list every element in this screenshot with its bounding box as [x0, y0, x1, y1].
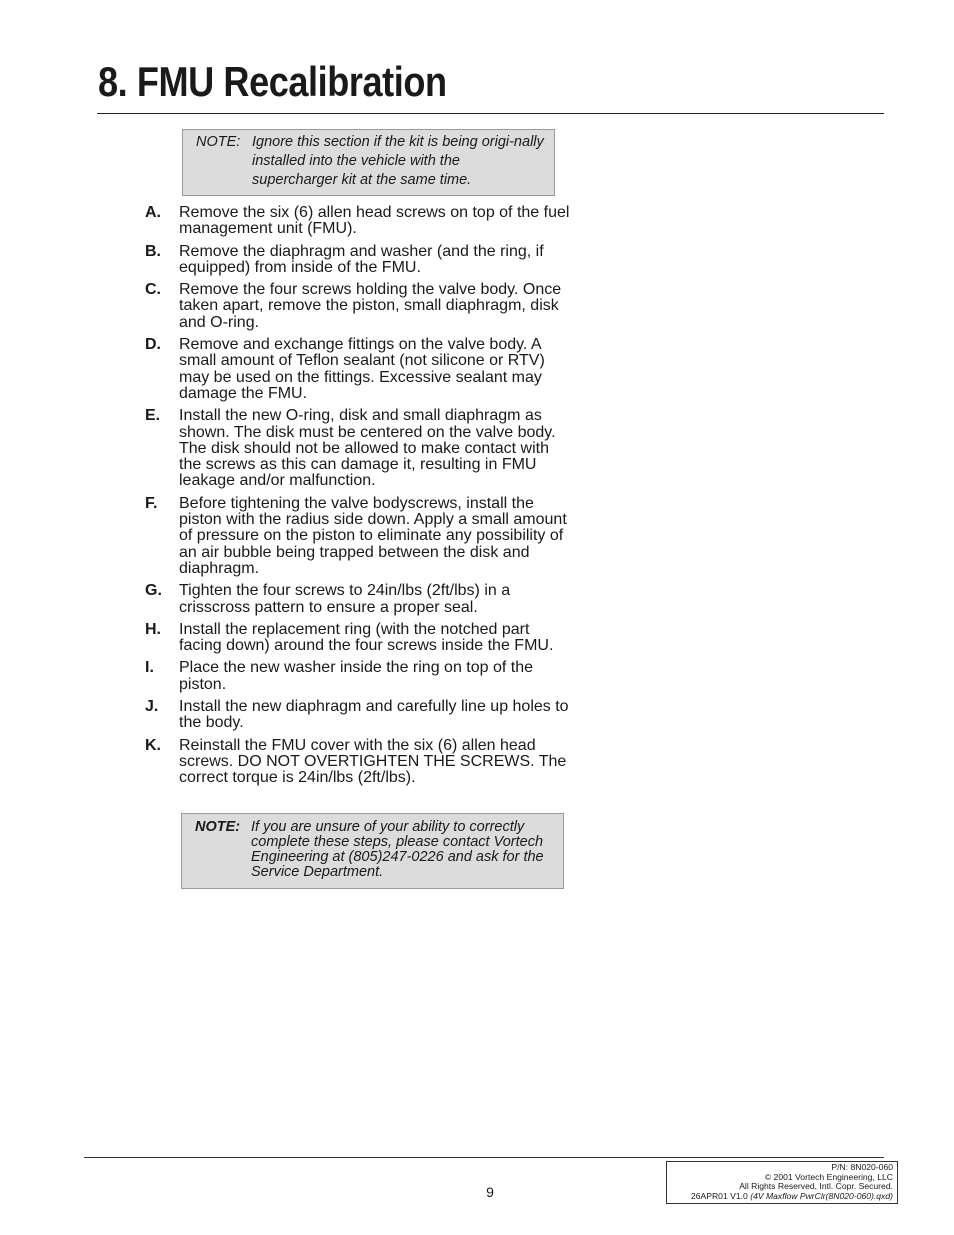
step-text: Remove and exchange fittings on the valve body. A small amount of Teflon sealant (not silicone or RTV) may be used on the fittings. Excessive sealant may damage the FMU. — [179, 336, 545, 402]
rights-notice: All Rights Reserved, Intl. Copr. Secured. — [739, 1181, 893, 1192]
step-text: Reinstall the FMU cover with the six (6) allen head screws. DO NOT OVERTIGHTEN THE SCREWS. The correct torque is 24in/lbs (2ft/lbs). — [179, 736, 567, 787]
file-name: (4V Maxflow PwrClr(8N020-060).qxd) — [750, 1190, 893, 1201]
step-letter: G. — [145, 582, 162, 600]
step-text: Tighten the four screws to 24in/lbs (2ft/lbs) in a crisscross pattern to ensure a proper seal. — [179, 582, 511, 616]
step-text: Remove the diaphragm and washer (and the ring, if equipped) from inside of the FMU. — [179, 242, 544, 276]
note-box-bottom — [181, 813, 564, 889]
step-item — [145, 205, 575, 238]
step-letter: B. — [145, 242, 161, 260]
step-text: Remove the four screws holding the valve body. Once taken apart, remove the piston, small diaphragm, disk and O-ring. — [179, 281, 562, 331]
step-text: Before tightening the valve bodyscrews, install the piston with the radius side down. Apply a small amount of pressure on the piston to eliminate any possibility of an air bubble being trapped between the disk and diaphragm. — [179, 494, 567, 577]
step-letter: E. — [145, 407, 161, 425]
step-letter: I. — [145, 659, 154, 677]
note-text: Ignore this section if the kit is being origi-nally installed into the vehicle with the supercharger kit at the same time. — [252, 134, 544, 188]
step-text: Remove the six (6) allen head screws on top of the fuel management unit (FMU). — [179, 204, 570, 238]
step-item — [145, 738, 575, 787]
page-title: 8. FMU Recalibration — [98, 58, 447, 105]
step-item — [145, 660, 575, 693]
step-item — [145, 408, 575, 489]
step-letter: D. — [145, 336, 161, 354]
step-item — [145, 337, 575, 402]
footer-info-box — [666, 1161, 898, 1204]
version-line — [669, 1192, 893, 1202]
steps-list — [145, 205, 575, 793]
step-item — [145, 244, 575, 277]
note-text: If you are unsure of your ability to correctly complete these steps, please contact Vortech Engineering at (805)247-0226 and ask for the Service Department. — [251, 819, 544, 880]
step-item — [145, 282, 575, 331]
note-label: NOTE: — [195, 819, 241, 835]
step-letter: J. — [145, 698, 159, 716]
step-letter: C. — [145, 281, 161, 299]
title-divider — [97, 113, 884, 114]
step-item — [145, 583, 575, 616]
note-box-top — [182, 129, 555, 196]
part-number: P/N: 8N020-060 — [831, 1162, 893, 1172]
step-item — [145, 622, 575, 655]
step-text: Install the new diaphragm and carefully line up holes to the body. — [179, 698, 569, 732]
step-letter: K. — [145, 736, 161, 754]
step-item — [145, 699, 575, 732]
step-item — [145, 496, 575, 577]
step-letter: A. — [145, 204, 161, 221]
step-text: Install the replacement ring (with the notched part facing down) around the four screws inside the FMU. — [179, 620, 554, 655]
version: 26APR01 V1.0 — [690, 1190, 748, 1201]
step-text: Install the new O-ring, disk and small diaphragm as shown. The disk must be centered on the valve body. The disk should not be allowed to make contact with the screws as this can damage it, resulting in FMU leakage and/or malfunction. — [179, 407, 556, 490]
step-text: Place the new washer inside the ring on top of the piston. — [179, 659, 533, 693]
step-letter: H. — [145, 620, 161, 638]
footer-divider — [84, 1157, 884, 1158]
step-letter: F. — [145, 494, 158, 512]
page-number: 9 — [486, 1184, 494, 1200]
note-label: NOTE: — [196, 134, 241, 150]
copyright: © 2001 Vortech Engineering, LLC — [764, 1171, 893, 1182]
